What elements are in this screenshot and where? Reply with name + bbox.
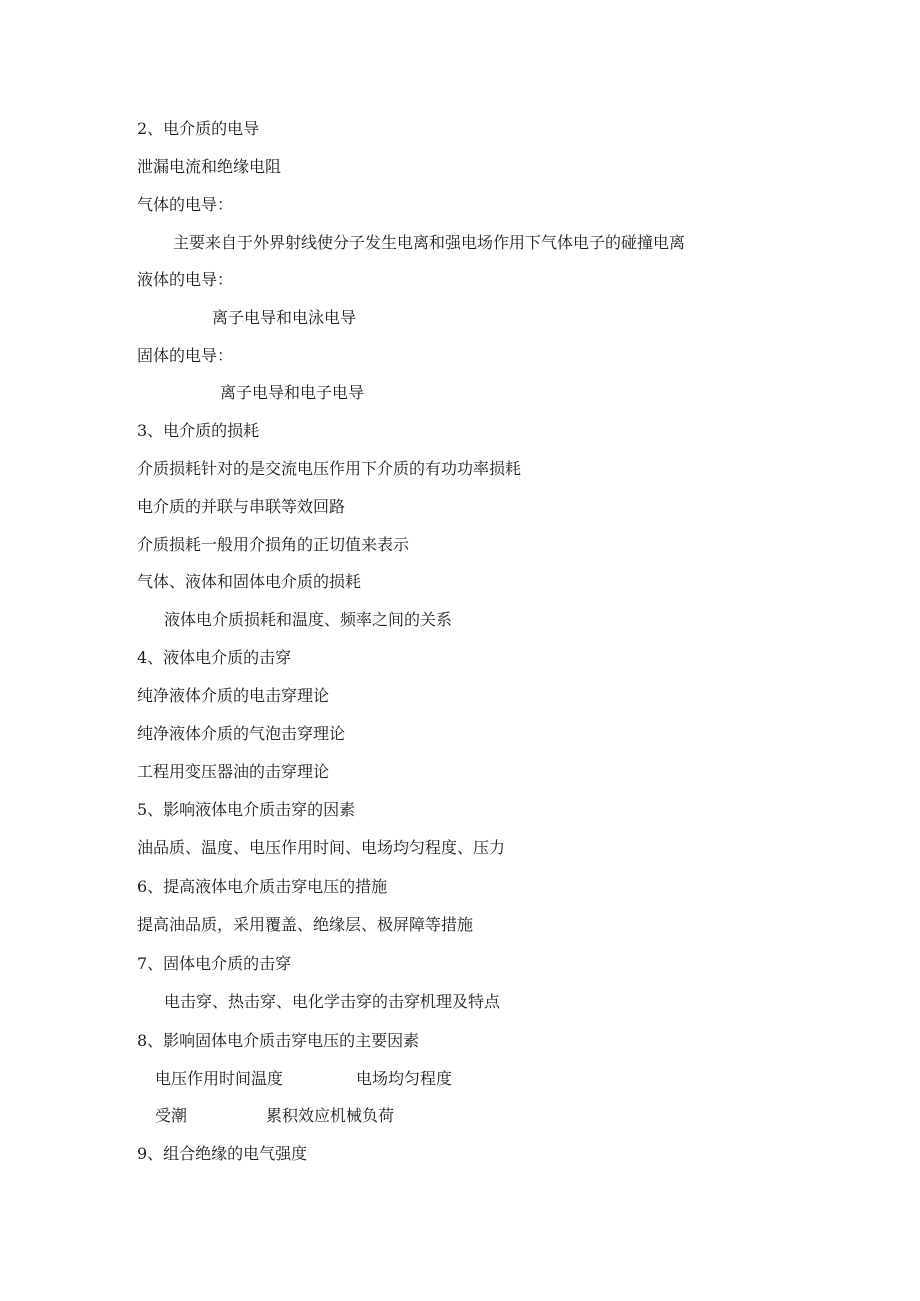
text-line: 介质损耗一般用介损角的正切值来表示 bbox=[137, 535, 410, 554]
text-line: 气体、液体和固体电介质的损耗 bbox=[137, 572, 362, 591]
text-line: 泄漏电流和绝缘电阻 bbox=[137, 157, 282, 176]
text-line: 累积效应机械负荷 bbox=[266, 1106, 395, 1125]
section-heading-3: 3、电介质的损耗 bbox=[137, 421, 260, 440]
text-line: 受潮 bbox=[155, 1106, 188, 1125]
text-line: 离子电导和电子电导 bbox=[220, 383, 365, 402]
text-line: 电压作用时间温度 bbox=[155, 1069, 284, 1088]
text-line: 介质损耗针对的是交流电压作用下介质的有功功率损耗 bbox=[137, 459, 522, 478]
text-line: 纯净液体介质的电击穿理论 bbox=[137, 686, 330, 705]
text-line: 固体的电导： bbox=[137, 346, 234, 365]
text-line: 主要来自于外界射线使分子发生电离和强电场作用下气体电子的碰撞电离 bbox=[173, 233, 686, 252]
text-line: 电击穿、热击穿、电化学击穿的击穿机理及特点 bbox=[164, 992, 501, 1011]
text-line: 油品质、温度、电压作用时间、电场均匀程度、压力 bbox=[137, 838, 506, 857]
text-line: 电场均匀程度 bbox=[356, 1069, 453, 1088]
section-heading-4: 4、液体电介质的击穿 bbox=[137, 648, 292, 667]
text-line: 电介质的并联与串联等效回路 bbox=[137, 497, 346, 516]
text-line: 液体的电导： bbox=[137, 270, 234, 289]
text-line: 纯净液体介质的气泡击穿理论 bbox=[137, 724, 346, 743]
text-line: 工程用变压器油的击穿理论 bbox=[137, 762, 330, 781]
text-line: 提高油品质，采用覆盖、绝缘层、极屏障等措施 bbox=[137, 915, 474, 934]
section-heading-6: 6、提高液体电介质击穿电压的措施 bbox=[137, 877, 388, 896]
section-heading-9: 9、组合绝缘的电气强度 bbox=[137, 1144, 308, 1163]
section-heading-5: 5、影响液体电介质击穿的因素 bbox=[137, 800, 356, 819]
text-line: 液体电介质损耗和温度、频率之间的关系 bbox=[164, 610, 453, 629]
section-heading-7: 7、固体电介质的击穿 bbox=[137, 954, 292, 973]
section-heading-2: 2、电介质的电导 bbox=[137, 119, 260, 138]
text-line: 离子电导和电泳电导 bbox=[212, 308, 357, 327]
text-line: 气体的电导： bbox=[137, 195, 234, 214]
section-heading-8: 8、影响固体电介质击穿电压的主要因素 bbox=[137, 1031, 420, 1050]
